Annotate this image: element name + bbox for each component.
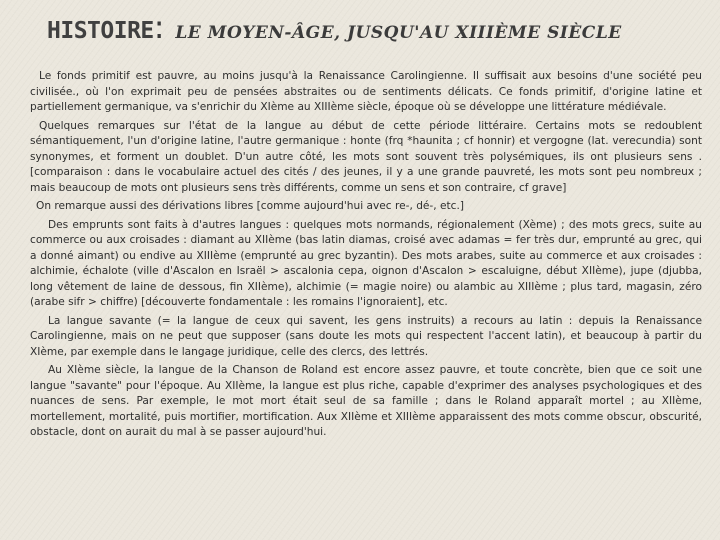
paragraph: Quelques remarques sur l'état de la langue au début de cette période littéraire. Certains mots se redoublent sémantiquement, l'un d'origine latine, l'autre germanique : honte (frq *haunita ; cf honnir) et vergogne (lat. verecundia) sont synonymes, et forment un doublet. D'un autre côté, les mots sont souvent très polysémiques, ils ont plusieurs sens . [comparaison : dans le vocabulaire actuel des cités / des jeunes, il y a une grande pauvreté, les mots sont peu nombreux ; mais beaucoup de mots ont plusieurs sens très différents, comme un sens et son contraire, cf grave] [30, 119, 702, 194]
title-separator: : [153, 8, 176, 46]
title-main: HISTOIRE [47, 18, 154, 44]
paragraph: La langue savante (= la langue de ceux qui savent, les gens instruits) a recours au latin : depuis la Renaissance Carolingienne, mais on ne peut que supposer (sans doute les mots qui respectent l'accent latin), et beaucoup à partir du XIème, par exemple dans le langage juridique, celle des clercs, des lettrés. [30, 314, 702, 358]
paragraph: Le fonds primitif est pauvre, au moins jusqu'à la Renaissance Carolingienne. Il suffisait aux besoins d'une société peu civilisée., où l'on exprimait peu de pensées abstraites ou de sentiments délicats. Ce fonds primitif, d'origine latine et partiellement germanique, va s'enrichir du XIème au XIIIème siècle, époque où se développe une littérature médiévale. [30, 70, 702, 113]
paragraph: Au XIème siècle, la langue de la Chanson de Roland est encore assez pauvre, et toute concrète, bien que ce soit une langue "savante" pour l'époque. Au XIIème, la langue est plus riche, capable d'exprimer des analyses psychologiques et des nuances de sens. Par exemple, le mot mort était seul de sa famille ; dans le Roland apparaît mortel ; au XIIème, mortellement, mortalité, puis mortifier, mortification. Aux XIIème et XIIIème apparaissent des mots comme obscur, obscurité, obstacle, dont on aurait du mal à se passer aujourd'hui. [30, 364, 702, 438]
paragraph: On remarque aussi des dérivations libres [comme aujourd'hui avec re-, dé-, etc.] [36, 200, 464, 212]
body-text [30, 69, 702, 444]
paragraph: Des emprunts sont faits à d'autres langues : quelques mots normands, régionalement (Xème) ; des mots grecs, suite au commerce ou aux croisades : diamant au XIIème (bas latin diamas, croisé avec adamas = fer très dur, emprunté au grec, qui a donné aimant) ou endive au XIIIème (emprunté au grec byzantin). Des mots arabes, suite au commerce et aux croisades : alchimie, échalote (ville d'Ascalon en Israël > ascalonia cepa, oignon d'Ascalon > escaluigne, début XIIème), jupe (djubba, long vêtement de laine de dessous, fin XIIème), alchimie (= magie noire) ou alambic au XIIIème ; plus tard, magasin, zéro (arabe sifr > chiffre) [découverte fondamentale : les romains l'ignoraient], etc. [30, 218, 702, 308]
page-title [47, 8, 687, 47]
title-subtitle: LE MOYEN-ÂGE, JUSQU'AU XIIIÈME SIÈCLE [175, 23, 622, 43]
